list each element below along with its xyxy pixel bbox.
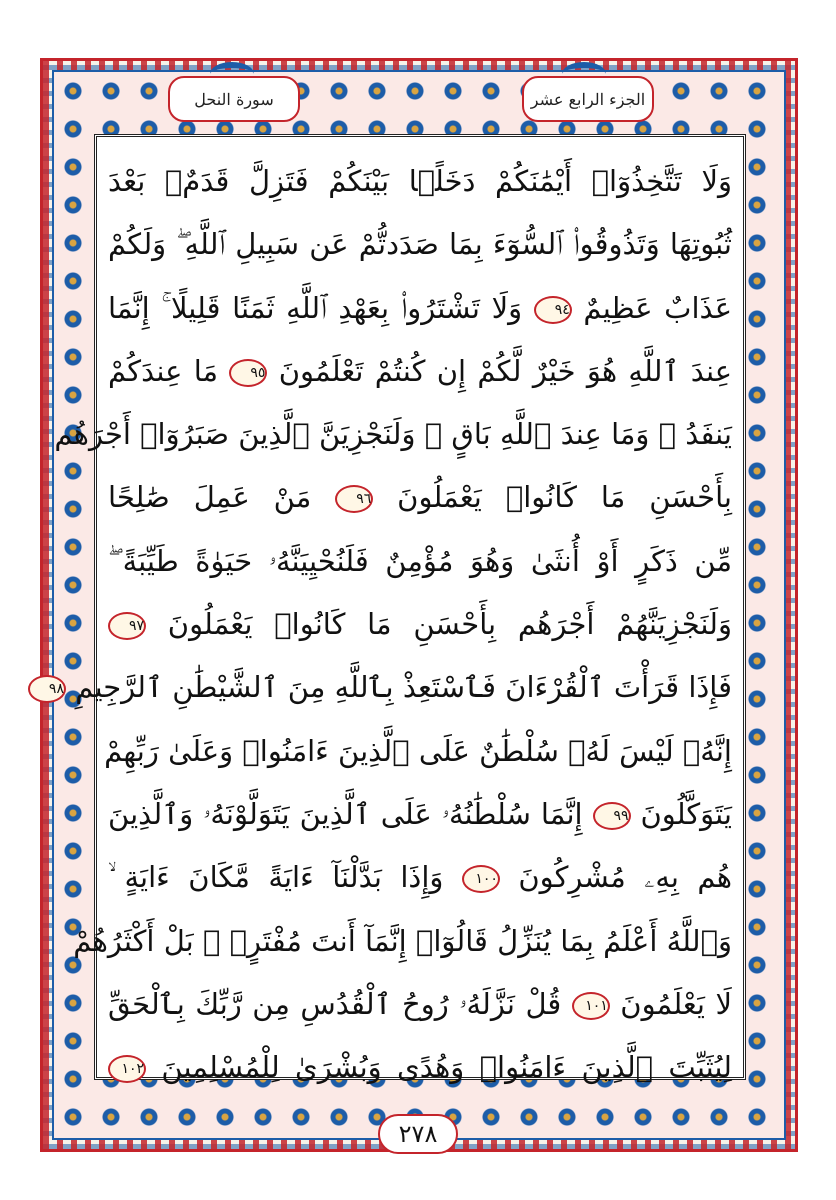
line-text-after: وَلَا تَشْتَرُوا۟ بِعَهْدِ ٱللَّهِ ثَمَنًا قَلِيلًا ۚ إِنَّمَا bbox=[108, 290, 523, 325]
text-line bbox=[108, 846, 732, 909]
text-line bbox=[108, 150, 732, 213]
quran-text bbox=[48, 150, 733, 1099]
line-text: عِندَ ٱللَّهِ هُوَ خَيْرٌ لَّكُمْ إِن كُنتُمْ تَعْلَمُونَ bbox=[278, 353, 732, 388]
line-text: هُم بِهِۦ مُشْرِكُونَ bbox=[518, 860, 732, 895]
text-line bbox=[54, 403, 732, 466]
line-text: وَلَا تَتَّخِذُوٓا۟ أَيْمَٰنَكُمْ دَخَلًۢا بَيْنَكُمْ فَتَزِلَّ قَدَمٌۢ بَعْدَ bbox=[108, 164, 732, 198]
page-number-cartouche bbox=[378, 1114, 458, 1154]
line-text: إِنَّهُۥ لَيْسَ لَهُۥ سُلْطَٰنٌ عَلَى ٱلَّذِينَ ءَامَنُوا۟ وَعَلَىٰ رَبِّهِمْ bbox=[104, 733, 732, 768]
page-number: ٢٧٨ bbox=[398, 1120, 438, 1148]
ayah-number-marker: ٩٩ bbox=[593, 802, 631, 830]
surah-label: سورة النحل bbox=[194, 89, 274, 109]
surah-cartouche bbox=[168, 76, 300, 122]
line-text: مِّن ذَكَرٍ أَوْ أُنثَىٰ وَهُوَ مُؤْمِنٌ فَلَنُحْيِيَنَّهُۥ حَيَوٰةً طَيِّبَةً ۖ bbox=[108, 543, 732, 578]
ayah-number-marker: ١٠١ bbox=[572, 992, 610, 1020]
line-text: عَذَابٌ عَظِيمٌ bbox=[583, 290, 733, 325]
line-text-after: مَا عِندَكُمْ bbox=[108, 353, 219, 388]
line-text: لِيُثَبِّتَ ٱلَّذِينَ ءَامَنُوا۟ وَهُدًى وَبُشْرَىٰ لِلْمُسْلِمِينَ bbox=[161, 1050, 732, 1085]
text-line bbox=[48, 656, 732, 719]
text-line bbox=[108, 466, 732, 529]
ayah-number-marker: ١٠٢ bbox=[108, 1055, 146, 1083]
line-text: يَتَوَكَّلُونَ bbox=[640, 796, 732, 831]
text-line bbox=[108, 340, 732, 403]
line-text: وَٱللَّهُ أَعْلَمُ بِمَا يُنَزِّلُ قَالُوٓا۟ إِنَّمَآ أَنتَ مُفْتَرٍۭ ۚ بَلْ أَكْثَرُهُمْ bbox=[73, 923, 732, 958]
juz-cartouche bbox=[522, 76, 654, 122]
text-line bbox=[108, 593, 732, 656]
ayah-number-marker: ٩٨ bbox=[28, 675, 66, 703]
text-line bbox=[73, 910, 732, 973]
text-line bbox=[108, 783, 732, 846]
ayah-number-marker: ٩٧ bbox=[108, 612, 146, 640]
line-text-after: مَنْ عَمِلَ صَٰلِحًا bbox=[108, 480, 312, 515]
line-text-after: قُلْ نَزَّلَهُۥ رُوحُ ٱلْقُدُسِ مِن رَّبِّكَ بِٱلْحَقِّ bbox=[108, 986, 562, 1021]
line-text: يَنفَدُ ۖ وَمَا عِندَ ٱللَّهِ بَاقٍ ۗ وَلَنَجْزِيَنَّ ٱلَّذِينَ صَبَرُوٓا۟ أَجْرَهُم bbox=[54, 417, 732, 452]
line-text: ثُبُوتِهَا وَتَذُوقُوا۟ ٱلسُّوٓءَ بِمَا صَدَدتُّمْ عَن سَبِيلِ ٱللَّهِ ۖ وَلَكُمْ bbox=[108, 227, 732, 262]
line-text-after: إِنَّمَا سُلْطَٰنُهُۥ عَلَى ٱلَّذِينَ يَتَوَلَّوْنَهُۥ وَٱلَّذِينَ bbox=[108, 796, 583, 831]
line-text: لَا يَعْلَمُونَ bbox=[620, 986, 733, 1021]
line-text-after: وَإِذَا بَدَّلْنَآ ءَايَةً مَّكَانَ ءَايَةٍ ۙ bbox=[108, 860, 444, 895]
text-line bbox=[108, 1036, 732, 1099]
line-text: فَإِذَا قَرَأْتَ ٱلْقُرْءَانَ فَٱسْتَعِذْ بِٱللَّهِ مِنَ ٱلشَّيْطَٰنِ ٱلرَّجِيمِ bbox=[75, 670, 732, 705]
text-line bbox=[108, 213, 732, 276]
ayah-number-marker: ٩٥ bbox=[229, 359, 267, 387]
ayah-number-marker: ١٠٠ bbox=[462, 865, 500, 893]
text-line bbox=[108, 530, 732, 593]
ayah-number-marker: ٩٤ bbox=[534, 296, 572, 324]
line-text: وَلَنَجْزِيَنَّهُمْ أَجْرَهُم بِأَحْسَنِ مَا كَانُوا۟ يَعْمَلُونَ bbox=[167, 607, 733, 642]
ayah-number-marker: ٩٦ bbox=[335, 485, 373, 513]
text-line bbox=[108, 973, 732, 1036]
line-text: بِأَحْسَنِ مَا كَانُوا۟ يَعْمَلُونَ bbox=[397, 480, 732, 515]
juz-label: الجزء الرابع عشر bbox=[530, 89, 646, 109]
text-line bbox=[104, 720, 732, 783]
text-line bbox=[108, 277, 732, 340]
